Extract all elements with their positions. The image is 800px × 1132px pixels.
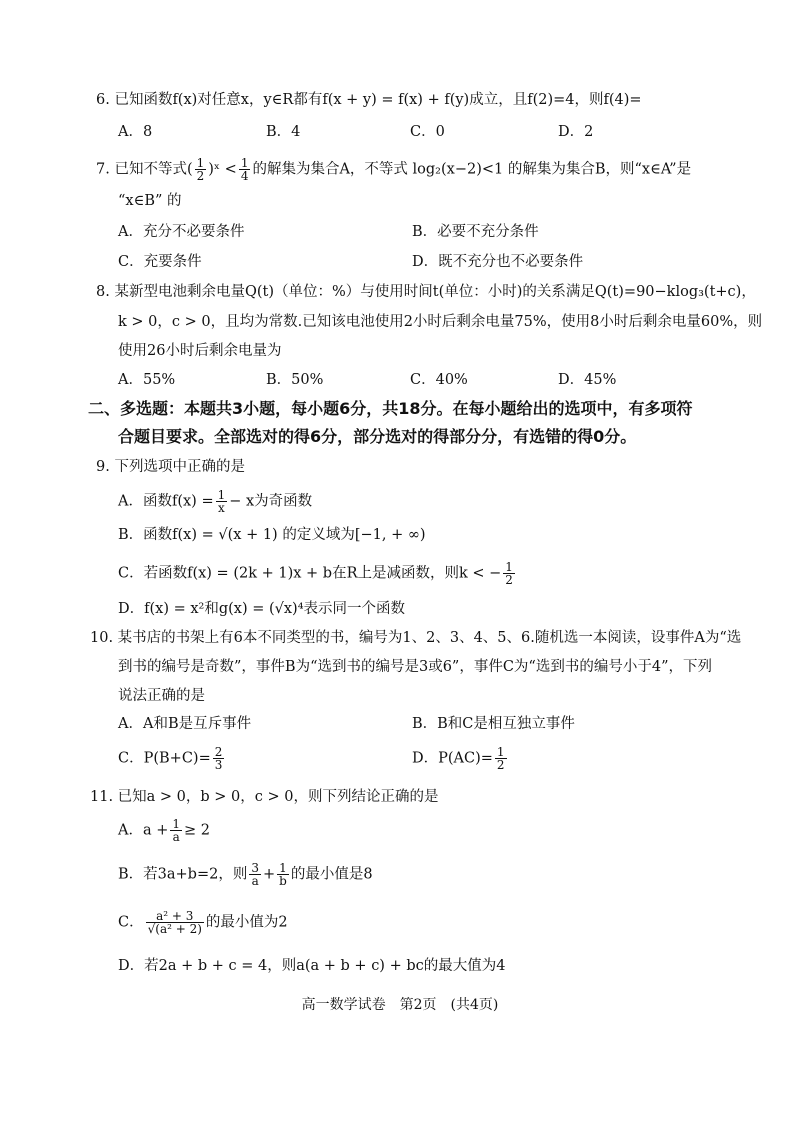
q11-optC-part-a: C． [118, 914, 144, 931]
q11-optC-fraction [146, 910, 204, 935]
q11-option-c [118, 910, 288, 935]
q10-optC-den: 3 [214, 758, 223, 772]
q11-optA-part-a: A．a + [118, 822, 169, 839]
q7-fraction-quarter [239, 157, 251, 182]
q7-stem-part-a: 7. 已知不等式( [96, 161, 193, 178]
q10-optC-num: 2 [214, 745, 223, 759]
q11-optA-fraction [170, 818, 182, 843]
q10-optC-part-a: C．P(B+C)= [118, 750, 211, 767]
q10-optC-fraction [213, 746, 225, 771]
question-9-stem: 9. 下列选项中正确的是 [96, 459, 245, 475]
q9-option-d: D．f(x) = x²和g(x) = (√x)⁴表示同一个函数 [118, 601, 406, 617]
q9-optA-part-a: A．函数f(x) = [118, 493, 214, 510]
q9-option-c [118, 561, 517, 586]
q11-optB-part-a: B．若3a+b=2，则 [118, 866, 248, 883]
page-footer: 高一数学试卷 第2页 (共4页) [301, 997, 499, 1013]
q7-option-c: C．充要条件 [118, 254, 202, 270]
question-6-stem: 6. 已知函数f(x)对任意x，y∈R都有f(x + y) = f(x) + f(y)成立，且f(2)=4，则f(4)= [96, 92, 642, 108]
q9-optA-den: x [218, 501, 225, 515]
q11-optB-den1: a [251, 874, 259, 888]
q10-optD-part-a: D．P(AC)= [412, 750, 493, 767]
q6-option-d: D．2 [558, 124, 594, 140]
question-10-stem: 10. 某书店的书架上有6本不同类型的书，编号为1、2、3、4、5、6.随机选一本阅读，设事件A为“选 [90, 630, 742, 646]
q8-option-b: B．50% [266, 372, 324, 388]
q11-optB-fraction2 [277, 862, 289, 887]
q11-optA-num: 1 [172, 817, 181, 831]
q11-optA-part-b: ≥ 2 [184, 822, 210, 839]
q11-optC-den: √(a² + 2) [147, 922, 202, 936]
q11-option-d: D．若2a + b + c = 4，则a(a + b + c) + bc的最大值为4 [118, 958, 506, 974]
q7-stem-part-b: )ˣ < [208, 161, 237, 178]
q9-optC-part-a: C．若函数f(x) = (2k + 1)x + b在R上是减函数，则k < − [118, 565, 502, 582]
q8-option-a: A．55% [118, 372, 176, 388]
q6-option-b: B．4 [266, 124, 301, 140]
q9-optC-num: 1 [505, 560, 513, 574]
question-8-stem: 8. 某新型电池剩余电量Q(t)（单位：%）与使用时间t(单位：小时)的关系满足Q(t)=90−klog₃(t+c)， [96, 284, 756, 300]
q10-option-d [412, 746, 509, 771]
q11-optB-part-b: 的最小值是8 [290, 866, 373, 883]
q10-optD-num: 1 [496, 745, 505, 759]
q7-option-b: B．必要不充分条件 [412, 224, 539, 240]
q11-optC-part-b: 的最小值为2 [205, 914, 288, 931]
question-7-stem-cont: “x∈B” 的 [118, 193, 182, 209]
q11-optC-num: a² + 3 [146, 910, 204, 923]
q8-option-d: D．45% [558, 372, 617, 388]
q8-option-c: C．40% [410, 372, 468, 388]
q11-optA-den: a [172, 830, 180, 844]
q11-optB-num1: 3 [251, 861, 259, 875]
q11-optB-fraction1 [249, 862, 261, 887]
question-8-stem-cont2: 使用26小时后剩余电量为 [118, 343, 282, 359]
q9-option-b: B．函数f(x) = √(x + 1) 的定义域为[−1, + ∞) [118, 527, 426, 543]
q7-stem-part-c: 的解集为集合A，不等式 log₂(x−2)<1 的解集为集合B，则“x∈A”是 [252, 161, 692, 178]
q7-option-d: D．既不充分也不必要条件 [412, 254, 584, 270]
q9-option-a [118, 489, 312, 514]
question-11-stem: 11. 已知a > 0，b > 0，c > 0，则下列结论正确的是 [90, 789, 439, 805]
q11-optB-plus: + [262, 866, 276, 883]
q10-option-b: B．B和C是相互独立事件 [412, 716, 575, 732]
q7-fraction-half [195, 157, 207, 182]
q10-optD-den: 2 [496, 758, 505, 772]
q11-optB-den2: b [279, 874, 287, 888]
question-10-stem-cont2: 说法正确的是 [118, 688, 205, 704]
q6-option-a: A．8 [118, 124, 153, 140]
q11-option-a [118, 818, 210, 843]
q9-optA-part-b: − x为奇函数 [229, 493, 313, 510]
q11-option-b [118, 862, 373, 887]
q7-option-a: A．充分不必要条件 [118, 224, 245, 240]
q10-optD-fraction [495, 746, 507, 771]
q9-optA-num: 1 [217, 488, 226, 502]
q11-optB-num2: 1 [277, 862, 289, 875]
section-2-heading-line1: 二、多选题：本题共3小题，每小题6分，共18分。在每小题给出的选项中，有多项符 [88, 399, 693, 418]
q6-option-c: C．0 [410, 124, 445, 140]
question-10-stem-cont1: 到书的编号是奇数”，事件B为“选到书的编号是3或6”，事件C为“选到书的编号小于4”，下列 [118, 659, 712, 675]
q9-optC-den: 2 [505, 573, 513, 587]
q7-frac1-den: 2 [196, 169, 205, 183]
q7-frac2-num: 1 [240, 156, 249, 170]
q10-option-a: A．A和B是互斥事件 [118, 716, 252, 732]
question-8-stem-cont1: k > 0，c > 0，且均为常数.已知该电池使用2小时后剩余电量75%，使用8小时后剩余电量60%，则 [118, 314, 763, 330]
section-2-heading-line2: 合题目要求。全部选对的得6分，部分选对的得部分分，有选错的得0分。 [118, 427, 637, 446]
q9-optC-fraction [503, 561, 515, 586]
question-7-stem [96, 157, 691, 182]
q7-frac1-num: 1 [196, 156, 205, 170]
q7-frac2-den: 4 [240, 169, 249, 183]
q10-option-c [118, 746, 226, 771]
q9-optA-fraction [216, 489, 228, 514]
